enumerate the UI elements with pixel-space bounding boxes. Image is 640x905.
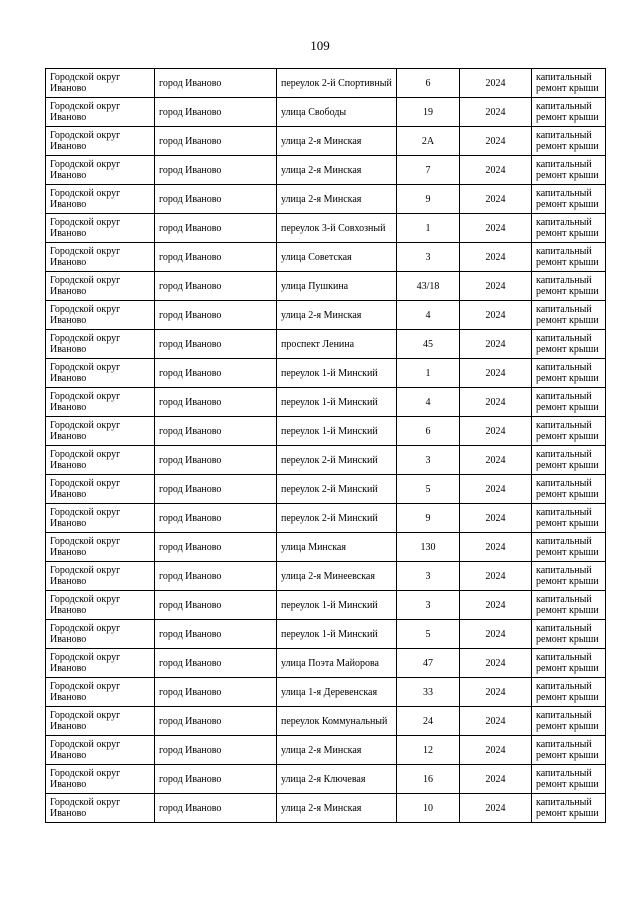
city-cell: город Иваново (155, 707, 277, 736)
street-cell: улица Пушкина (277, 272, 397, 301)
year-cell: 2024 (460, 765, 532, 794)
district-cell: Городской округ Иваново (46, 185, 155, 214)
district-cell: Городской округ Иваново (46, 98, 155, 127)
city-cell: город Иваново (155, 562, 277, 591)
year-cell: 2024 (460, 736, 532, 765)
district-cell: Городской округ Иваново (46, 359, 155, 388)
work-type-cell: капитальный ремонт крыши (532, 562, 606, 591)
street-cell: переулок 1-й Минский (277, 591, 397, 620)
district-cell: Городской округ Иваново (46, 533, 155, 562)
street-cell: улица 2-я Минская (277, 301, 397, 330)
table-row (46, 98, 606, 127)
house-number-cell: 45 (397, 330, 460, 359)
district-cell: Городской округ Иваново (46, 69, 155, 98)
city-cell: город Иваново (155, 475, 277, 504)
house-number-cell: 3 (397, 591, 460, 620)
city-cell: город Иваново (155, 794, 277, 823)
table-row (46, 736, 606, 765)
district-cell: Городской округ Иваново (46, 417, 155, 446)
city-cell: город Иваново (155, 214, 277, 243)
work-type-cell: капитальный ремонт крыши (532, 765, 606, 794)
city-cell: город Иваново (155, 620, 277, 649)
house-number-cell: 7 (397, 156, 460, 185)
city-cell: город Иваново (155, 591, 277, 620)
house-number-cell: 33 (397, 678, 460, 707)
city-cell: город Иваново (155, 301, 277, 330)
street-cell: переулок 2-й Спортивный (277, 69, 397, 98)
street-cell: улица 2-я Ключевая (277, 765, 397, 794)
work-type-cell: капитальный ремонт крыши (532, 214, 606, 243)
work-type-cell: капитальный ремонт крыши (532, 127, 606, 156)
table-row (46, 272, 606, 301)
street-cell: проспект Ленина (277, 330, 397, 359)
district-cell: Городской округ Иваново (46, 707, 155, 736)
district-cell: Городской округ Иваново (46, 649, 155, 678)
year-cell: 2024 (460, 272, 532, 301)
house-number-cell: 3 (397, 243, 460, 272)
street-cell: улица Советская (277, 243, 397, 272)
work-type-cell: капитальный ремонт крыши (532, 736, 606, 765)
work-type-cell: капитальный ремонт крыши (532, 707, 606, 736)
table-row (46, 649, 606, 678)
page-number: 109 (310, 38, 330, 53)
city-cell: город Иваново (155, 98, 277, 127)
year-cell: 2024 (460, 243, 532, 272)
district-cell: Городской округ Иваново (46, 272, 155, 301)
district-cell: Городской округ Иваново (46, 765, 155, 794)
district-cell: Городской округ Иваново (46, 156, 155, 185)
table-row (46, 620, 606, 649)
table-row (46, 591, 606, 620)
table-row (46, 504, 606, 533)
house-number-cell: 19 (397, 98, 460, 127)
house-number-cell: 24 (397, 707, 460, 736)
table-row (46, 794, 606, 823)
street-cell: улица Минская (277, 533, 397, 562)
city-cell: город Иваново (155, 69, 277, 98)
house-number-cell: 12 (397, 736, 460, 765)
work-type-cell: капитальный ремонт крыши (532, 649, 606, 678)
work-type-cell: капитальный ремонт крыши (532, 156, 606, 185)
work-type-cell: капитальный ремонт крыши (532, 591, 606, 620)
street-cell: переулок 1-й Минский (277, 359, 397, 388)
year-cell: 2024 (460, 446, 532, 475)
city-cell: город Иваново (155, 127, 277, 156)
table-row (46, 330, 606, 359)
city-cell: город Иваново (155, 243, 277, 272)
street-cell: переулок 1-й Минский (277, 388, 397, 417)
city-cell: город Иваново (155, 765, 277, 794)
district-cell: Городской округ Иваново (46, 243, 155, 272)
year-cell: 2024 (460, 156, 532, 185)
work-type-cell: капитальный ремонт крыши (532, 185, 606, 214)
house-number-cell: 3 (397, 446, 460, 475)
year-cell: 2024 (460, 649, 532, 678)
city-cell: город Иваново (155, 678, 277, 707)
district-cell: Городской округ Иваново (46, 214, 155, 243)
table-row (46, 214, 606, 243)
year-cell: 2024 (460, 417, 532, 446)
street-cell: улица 2-я Минеевская (277, 562, 397, 591)
registry-table (45, 68, 606, 823)
district-cell: Городской округ Иваново (46, 794, 155, 823)
district-cell: Городской округ Иваново (46, 678, 155, 707)
table-row (46, 127, 606, 156)
year-cell: 2024 (460, 678, 532, 707)
work-type-cell: капитальный ремонт крыши (532, 98, 606, 127)
street-cell: переулок 1-й Минский (277, 620, 397, 649)
house-number-cell: 6 (397, 417, 460, 446)
registry-table-body (46, 69, 606, 823)
district-cell: Городской округ Иваново (46, 562, 155, 591)
work-type-cell: капитальный ремонт крыши (532, 272, 606, 301)
house-number-cell: 130 (397, 533, 460, 562)
year-cell: 2024 (460, 591, 532, 620)
table-row (46, 446, 606, 475)
district-cell: Городской округ Иваново (46, 388, 155, 417)
year-cell: 2024 (460, 533, 532, 562)
house-number-cell: 4 (397, 301, 460, 330)
house-number-cell: 47 (397, 649, 460, 678)
city-cell: город Иваново (155, 649, 277, 678)
city-cell: город Иваново (155, 359, 277, 388)
house-number-cell: 5 (397, 475, 460, 504)
year-cell: 2024 (460, 388, 532, 417)
street-cell: улица Поэта Майорова (277, 649, 397, 678)
year-cell: 2024 (460, 98, 532, 127)
year-cell: 2024 (460, 562, 532, 591)
house-number-cell: 10 (397, 794, 460, 823)
street-cell: переулок 3-й Совхозный (277, 214, 397, 243)
work-type-cell: капитальный ремонт крыши (532, 301, 606, 330)
table-row (46, 69, 606, 98)
table-row (46, 475, 606, 504)
street-cell: улица Свободы (277, 98, 397, 127)
year-cell: 2024 (460, 475, 532, 504)
district-cell: Городской округ Иваново (46, 736, 155, 765)
street-cell: переулок 2-й Минский (277, 446, 397, 475)
year-cell: 2024 (460, 330, 532, 359)
table-row (46, 562, 606, 591)
street-cell: улица 2-я Минская (277, 736, 397, 765)
street-cell: переулок Коммунальный (277, 707, 397, 736)
house-number-cell: 43/18 (397, 272, 460, 301)
district-cell: Городской округ Иваново (46, 446, 155, 475)
year-cell: 2024 (460, 504, 532, 533)
year-cell: 2024 (460, 127, 532, 156)
year-cell: 2024 (460, 69, 532, 98)
city-cell: город Иваново (155, 446, 277, 475)
house-number-cell: 4 (397, 388, 460, 417)
street-cell: улица 2-я Минская (277, 156, 397, 185)
house-number-cell: 1 (397, 214, 460, 243)
table-row (46, 765, 606, 794)
district-cell: Городской округ Иваново (46, 301, 155, 330)
work-type-cell: капитальный ремонт крыши (532, 504, 606, 533)
city-cell: город Иваново (155, 156, 277, 185)
year-cell: 2024 (460, 185, 532, 214)
house-number-cell: 1 (397, 359, 460, 388)
work-type-cell: капитальный ремонт крыши (532, 69, 606, 98)
house-number-cell: 9 (397, 504, 460, 533)
house-number-cell: 6 (397, 69, 460, 98)
work-type-cell: капитальный ремонт крыши (532, 678, 606, 707)
district-cell: Городской округ Иваново (46, 127, 155, 156)
city-cell: город Иваново (155, 417, 277, 446)
city-cell: город Иваново (155, 504, 277, 533)
city-cell: город Иваново (155, 388, 277, 417)
year-cell: 2024 (460, 214, 532, 243)
street-cell: переулок 2-й Минский (277, 475, 397, 504)
work-type-cell: капитальный ремонт крыши (532, 330, 606, 359)
table-row (46, 359, 606, 388)
table-row (46, 417, 606, 446)
house-number-cell: 16 (397, 765, 460, 794)
city-cell: город Иваново (155, 185, 277, 214)
year-cell: 2024 (460, 301, 532, 330)
city-cell: город Иваново (155, 272, 277, 301)
city-cell: город Иваново (155, 533, 277, 562)
district-cell: Городской округ Иваново (46, 330, 155, 359)
city-cell: город Иваново (155, 330, 277, 359)
table-row (46, 185, 606, 214)
street-cell: улица 2-я Минская (277, 794, 397, 823)
district-cell: Городской округ Иваново (46, 591, 155, 620)
street-cell: улица 2-я Минская (277, 185, 397, 214)
year-cell: 2024 (460, 620, 532, 649)
work-type-cell: капитальный ремонт крыши (532, 446, 606, 475)
house-number-cell: 3 (397, 562, 460, 591)
street-cell: улица 2-я Минская (277, 127, 397, 156)
table-row (46, 707, 606, 736)
table-row (46, 301, 606, 330)
work-type-cell: капитальный ремонт крыши (532, 359, 606, 388)
table-row (46, 243, 606, 272)
house-number-cell: 2А (397, 127, 460, 156)
district-cell: Городской округ Иваново (46, 620, 155, 649)
work-type-cell: капитальный ремонт крыши (532, 794, 606, 823)
year-cell: 2024 (460, 707, 532, 736)
work-type-cell: капитальный ремонт крыши (532, 533, 606, 562)
year-cell: 2024 (460, 359, 532, 388)
street-cell: переулок 1-й Минский (277, 417, 397, 446)
street-cell: переулок 2-й Минский (277, 504, 397, 533)
year-cell: 2024 (460, 794, 532, 823)
work-type-cell: капитальный ремонт крыши (532, 620, 606, 649)
district-cell: Городской округ Иваново (46, 475, 155, 504)
work-type-cell: капитальный ремонт крыши (532, 388, 606, 417)
district-cell: Городской округ Иваново (46, 504, 155, 533)
table-row (46, 156, 606, 185)
city-cell: город Иваново (155, 736, 277, 765)
house-number-cell: 5 (397, 620, 460, 649)
work-type-cell: капитальный ремонт крыши (532, 475, 606, 504)
house-number-cell: 9 (397, 185, 460, 214)
street-cell: улица 1-я Деревенская (277, 678, 397, 707)
table-row (46, 678, 606, 707)
work-type-cell: капитальный ремонт крыши (532, 417, 606, 446)
table-row (46, 388, 606, 417)
table-row (46, 533, 606, 562)
work-type-cell: капитальный ремонт крыши (532, 243, 606, 272)
